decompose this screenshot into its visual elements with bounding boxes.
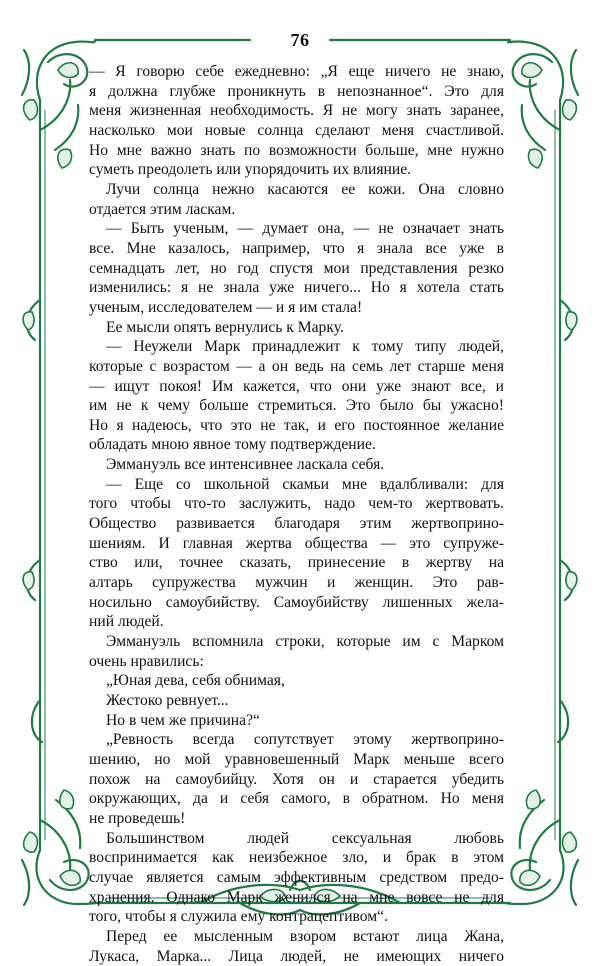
leaf-top-left-1	[58, 63, 78, 78]
text-line: насколько мои новые солнца сделают меня счастливой.	[89, 121, 504, 139]
text-line: суметь преодолеть или упорядочить их влияние.	[89, 161, 412, 179]
text-line: — Быть ученым, — думает она, — не означает знать	[106, 220, 504, 238]
text-line: изменились: я не знала уже ничего... Но я хотела стать	[89, 279, 504, 297]
text-line: окружающих, да и себя самого, в обратном. Но меня	[89, 790, 504, 808]
text-line: Ее мысли опять вернулись к Марку.	[106, 318, 344, 336]
text-line: носильно самоубийству. Самоубийству лишенных жела-	[89, 593, 504, 611]
text-line: Лукаса, Марка... Лица людей, не имеющих ничего	[89, 947, 504, 965]
leaf-top-right-2	[563, 100, 577, 120]
text-line: Но мне важно знать по возможности больше, мне нужно	[89, 141, 504, 159]
text-line: похож на самоубийцу. Хотя он и старается убедить	[89, 770, 504, 788]
text-line: Большинством людей сексуальная любовь	[106, 829, 504, 847]
text-line: все. Мне казалось, например, что я знала все уже в	[89, 239, 504, 257]
poem-line: Но в чем же причина?“	[106, 711, 260, 729]
leaf-bottom-right-2	[563, 832, 577, 852]
poem-line: „Юная дева, себя обнимая,	[106, 672, 285, 690]
text-line: шению, но мой уравновешенный Марк меньше всего	[89, 750, 504, 768]
text-line: — Я говорю себе ежедневно: „Я еще ничего не знаю,	[89, 63, 504, 80]
text-line: того, чтобы я служила ему контрацептивом“.	[89, 908, 388, 926]
text-line: — Еще со школьной скамьи мне вдалбливали: для	[106, 475, 504, 493]
text-line: отдается этим ласкам.	[89, 200, 236, 218]
text-line: которые с возрастом — а он ведь на семь лет старше меня	[89, 357, 504, 375]
text-line: обладать мною явное тому подтверждение.	[89, 436, 376, 454]
text-line: шениям. И главная жертва общества — это супруже-	[89, 534, 504, 552]
text-line: Эммануэль вспомнила строки, которые им с Марком	[106, 633, 504, 651]
text-line: не проведешь!	[89, 809, 186, 827]
text-line: ний людей.	[89, 613, 164, 631]
text-line: Лучи солнца нежно касаются ее кожи. Она словно	[106, 180, 504, 198]
text-line: — ищут покоя! Им кажется, что они уже знают все, и	[89, 377, 504, 395]
text-line: Общество развивается благодаря этим жертвоприно-	[89, 515, 504, 533]
text-line: Эммануэль все интенсивнее ласкала себя.	[106, 456, 385, 474]
text-line: — Неужели Марк принадлежит к тому типу людей,	[106, 338, 504, 356]
text-line: меня жизненная необходимость. Я не могу знать заранее,	[89, 102, 504, 120]
leaf-top-left-2	[24, 100, 38, 120]
text-line: им не к чему больше стремиться. Это было бы ужасно!	[89, 397, 504, 415]
text-line: алтарь супружества мужчин и женщин. Это рав-	[89, 574, 504, 592]
text-line: того чтобы что-то заслужить, надо чем-то жертвовать.	[89, 495, 504, 513]
leaf-top-right-3	[528, 149, 542, 168]
poem-line: Жестоко ревнует...	[106, 692, 229, 709]
leaf-left-side-2	[23, 572, 34, 590]
page-number: 76	[290, 30, 310, 50]
leaf-right-side-1	[566, 312, 577, 330]
text-line: хранения. Однако Марк женился на мне вовсе не для	[89, 888, 504, 906]
leaf-top-left-3	[58, 149, 72, 168]
text-line: семнадцать лет, но год спустя мои представления резко	[89, 259, 504, 277]
corner-ornament-top-right	[508, 40, 578, 150]
leaf-bottom-left-2	[24, 832, 38, 852]
text-line: „Ревность всегда сопутствует этому жертвоприно-	[106, 731, 504, 749]
leaf-top-right-1	[522, 63, 542, 78]
leaf-bottom-left-3	[60, 790, 74, 809]
text-line: ученым, исследователем — и я им стала!	[89, 298, 363, 316]
text-line: ство или, точнее сказать, принесение в жертву на	[89, 554, 504, 572]
text-line: Перед ее мысленным взором встают лица Жана,	[106, 927, 504, 945]
body-text	[89, 62, 504, 966]
leaf-right-side-2	[566, 572, 577, 590]
leaf-left-side-1	[23, 312, 34, 330]
corner-ornament-top-left	[22, 40, 95, 150]
leaf-bottom-right-3	[526, 790, 540, 809]
text-line: воспринимается как неизбежное зло, и брак в этом	[89, 849, 504, 867]
text-line: я должна глубже проникнуть в непознанное“. Это для	[89, 82, 504, 100]
text-line: случае является самым эффективным средством предо-	[89, 868, 504, 886]
text-line: очень нравились:	[89, 652, 204, 670]
leaf-bottom-right-1	[520, 870, 540, 885]
leaf-bottom-left-1	[60, 870, 80, 885]
text-line: Но я надеюсь, что это не так, и его постоянное желание	[89, 416, 504, 434]
